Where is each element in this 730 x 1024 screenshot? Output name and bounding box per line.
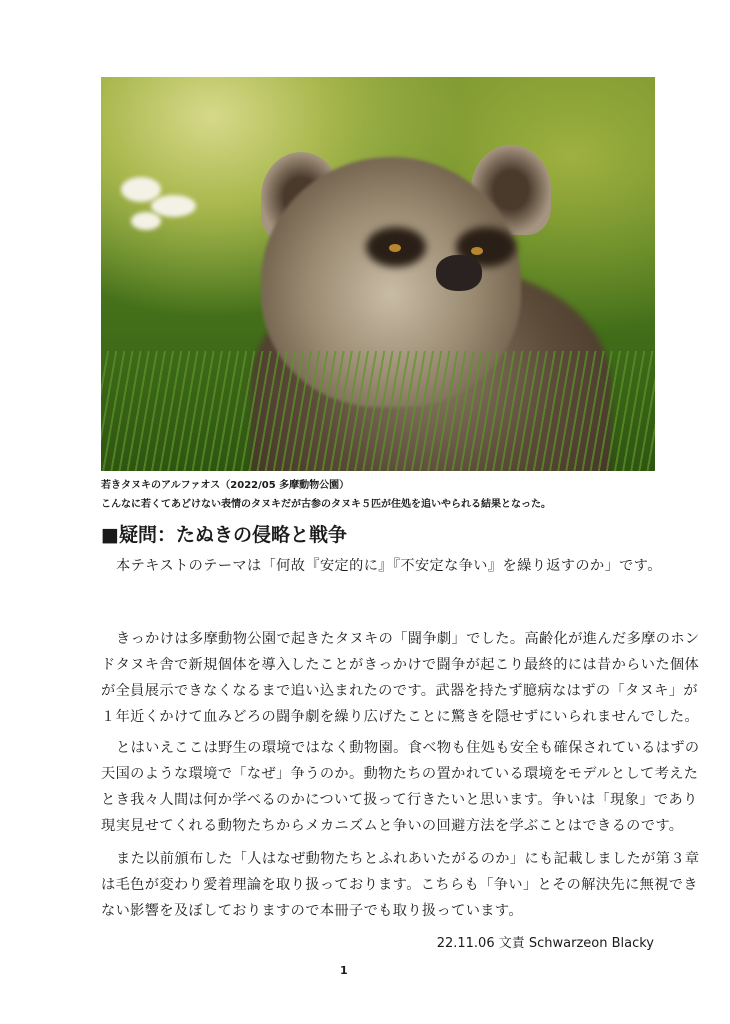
raccoon-dog-nose [436, 255, 482, 291]
paragraph-line: は毛色が変わり愛着理論を取り扱っております。こちらも「争い」とその解決先に無視でき [101, 877, 698, 893]
photo-caption-description: こんなに若くてあどけない表情のタヌキだが古参のタヌキ５匹が住処を追いやられる結果となった。 [101, 499, 551, 510]
grass-foreground [101, 351, 655, 471]
flower-decoration [131, 212, 161, 230]
paragraph-line: ない影響を及ぼしておりますので本冊子でも取り扱っています。 [101, 903, 523, 919]
paragraph-line: 本テキストのテーマは「何故『安定的に』『不安定な争い』を繰り返すのか」です。 [116, 558, 662, 574]
paragraph-line: とはいえここは野生の環境ではなく動物園。食べ物も住処も安全も確保されているはずの [116, 740, 700, 756]
flower-decoration [151, 195, 196, 217]
paragraph-line: １年近くかけて血みどろの闘争劇を繰り広げたことに驚きを隠せずにいられませんでした。 [101, 709, 700, 725]
photo-caption-title: 若きタヌキのアルファオス（2022/05 多摩動物公園） [101, 480, 350, 491]
signature: 22.11.06 文責 Schwarzeon Blacky [436, 936, 654, 951]
page-number: 1 [340, 964, 348, 977]
paragraph-line: とき我々人間は何か学べるのかについて扱って行きたいと思います。争いは「現象」であり [101, 792, 698, 808]
paragraph-line: きっかけは多摩動物公園で起きたタヌキの「闘争劇」でした。高齢化が進んだ多摩のホン [116, 631, 700, 647]
raccoon-dog-eye [471, 247, 483, 255]
paragraph-line: が全員展示できなくなるまで追い込まれたのです。武器を持たず臆病なはずの「タヌキ」が [101, 683, 698, 699]
raccoon-dog-eye [389, 244, 401, 252]
section-heading: ■疑問：たぬきの侵略と戦争 [101, 524, 347, 546]
paragraph-line: ドタヌキ舎で新規個体を導入したことがきっかけで闘争が起こり最終的には昔からいた個体 [101, 657, 700, 673]
raccoon-dog-photo [101, 77, 655, 471]
paragraph-line: また以前頒布した「人はなぜ動物たちとふれあいたがるのか」にも記載しましたが第３章 [116, 851, 700, 867]
paragraph-line: 現実見せてくれる動物たちからメカニズムと争いの回避方法を学ぶことはできるのです。 [101, 818, 684, 834]
paragraph-line: 天国のような環境で「なぜ」争うのか。動物たちの置かれている環境をモデルとして考えた [101, 766, 699, 782]
